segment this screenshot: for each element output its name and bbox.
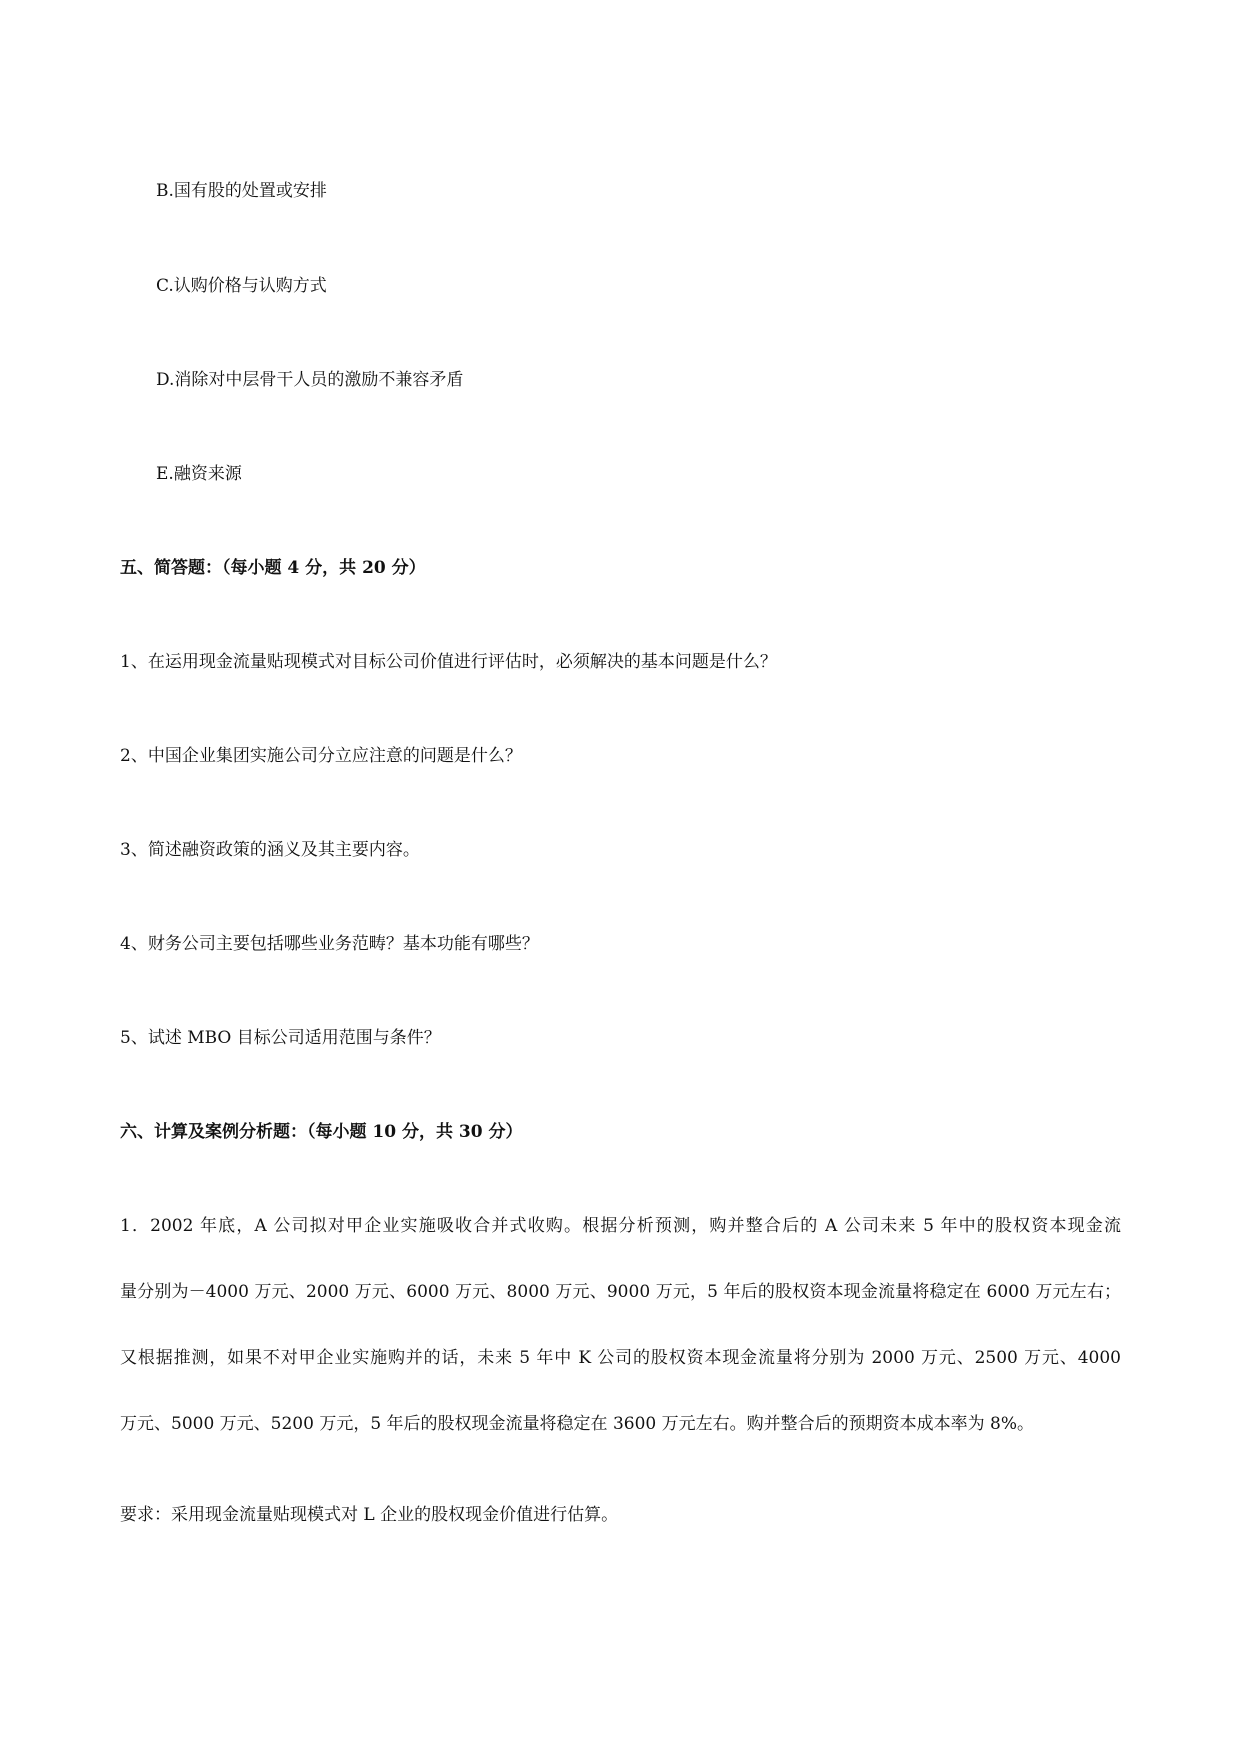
question-5: 5、试述 MBO 目标公司适用范围与条件？ xyxy=(120,1028,441,1048)
question-3: 3、简述融资政策的涵义及其主要内容。 xyxy=(120,840,420,860)
case-1-line: 又根据推测，如果不对甲企业实施购并的话，未来 5 年中 K 公司的股权资本现金流量将分别为 2000 万元、2500 万元、4000 xyxy=(120,1348,1121,1368)
case-1-line: 万元、5000 万元、5200 万元，5 年后的股权现金流量将稳定在 3600 万元左右。购并整合后的预期资本成本率为 8%。 xyxy=(120,1414,1034,1434)
question-2: 2、中国企业集团实施公司分立应注意的问题是什么？ xyxy=(120,746,522,766)
option-d: D.消除对中层骨干人员的激励不兼容矛盾 xyxy=(156,370,464,390)
option-b: B.国有股的处置或安排 xyxy=(156,181,327,201)
case-1-paragraph xyxy=(120,1214,1121,1478)
question-4: 4、财务公司主要包括哪些业务范畴？基本功能有哪些？ xyxy=(120,934,539,954)
question-1: 1、在运用现金流量贴现模式对目标公司价值进行评估时，必须解决的基本问题是什么？ xyxy=(120,652,777,672)
section-5-heading: 五、简答题：（每小题 4 分，共 20 分） xyxy=(120,558,426,578)
option-e: E.融资来源 xyxy=(156,464,242,484)
case-1-line: 1．2002 年底，A 公司拟对甲企业实施吸收合并式收购。根据分析预测，购并整合后的 A 公司未来 5 年中的股权资本现金流 xyxy=(120,1216,1121,1236)
option-c: C.认购价格与认购方式 xyxy=(156,276,327,296)
case-1-requirement: 要求：采用现金流量贴现模式对 L 企业的股权现金价值进行估算。 xyxy=(120,1505,619,1525)
case-1-line: 量分别为－4000 万元、2000 万元、6000 万元、8000 万元、9000 万元，5 年后的股权资本现金流量将稳定在 6000 万元左右； xyxy=(120,1282,1121,1302)
section-6-heading: 六、计算及案例分析题：（每小题 10 分，共 30 分） xyxy=(120,1122,523,1142)
